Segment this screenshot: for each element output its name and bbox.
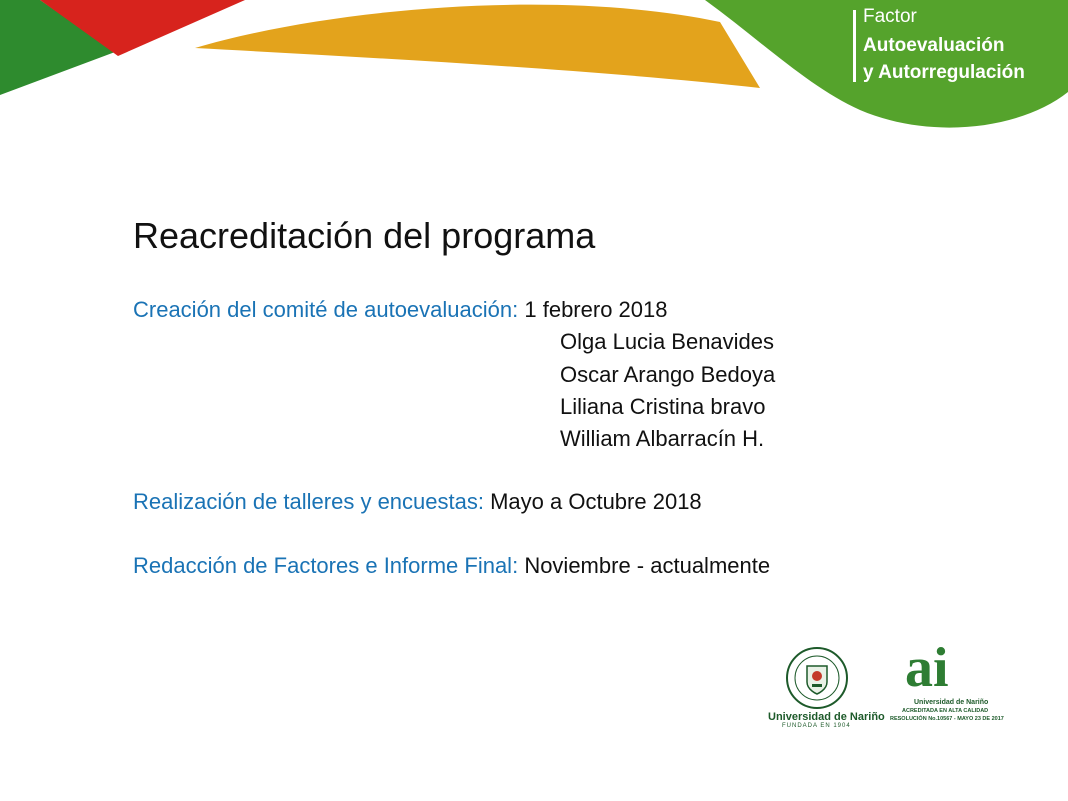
orange-wave-shape (195, 5, 760, 88)
university-founded: FUNDADA EN 1904 (782, 723, 851, 729)
committee-date: 1 febrero 2018 (524, 297, 668, 322)
committee-label: Creación del comité de autoevaluación: (133, 297, 519, 322)
accreditation-university: Universidad de Nariño (914, 699, 989, 706)
factor-label: Factor (863, 6, 917, 27)
accreditation-mark: ai (905, 637, 949, 699)
committee-line (133, 297, 667, 323)
workshops-label: Realización de talleres y encuestas: (133, 489, 484, 514)
university-name: Universidad de Nariño (768, 711, 885, 723)
factor-divider (853, 10, 856, 82)
report-value: Noviembre - actualmente (524, 553, 771, 578)
report-label: Redacción de Factores e Informe Final: (133, 553, 519, 578)
committee-member: Olga Lucia Benavides (560, 329, 775, 354)
committee-member: Liliana Cristina bravo (560, 394, 766, 419)
report-line (133, 553, 770, 579)
workshops-line (133, 489, 702, 515)
accreditation-line2: RESOLUCIÓN No.10567 - MAYO 23 DE 2017 (890, 716, 1004, 722)
factor-name-line2: y Autorregulación (863, 62, 1025, 83)
committee-member: William Albarracín H. (560, 426, 765, 451)
accreditation-line1: ACREDITADA EN ALTA CALIDAD (902, 708, 989, 714)
committee-member: Oscar Arango Bedoya (560, 362, 776, 387)
slide-title: Reacreditación del programa (133, 215, 596, 256)
factor-name-line1: Autoevaluación (863, 35, 1005, 56)
workshops-value: Mayo a Octubre 2018 (490, 489, 702, 514)
university-seal-logo (782, 646, 852, 710)
